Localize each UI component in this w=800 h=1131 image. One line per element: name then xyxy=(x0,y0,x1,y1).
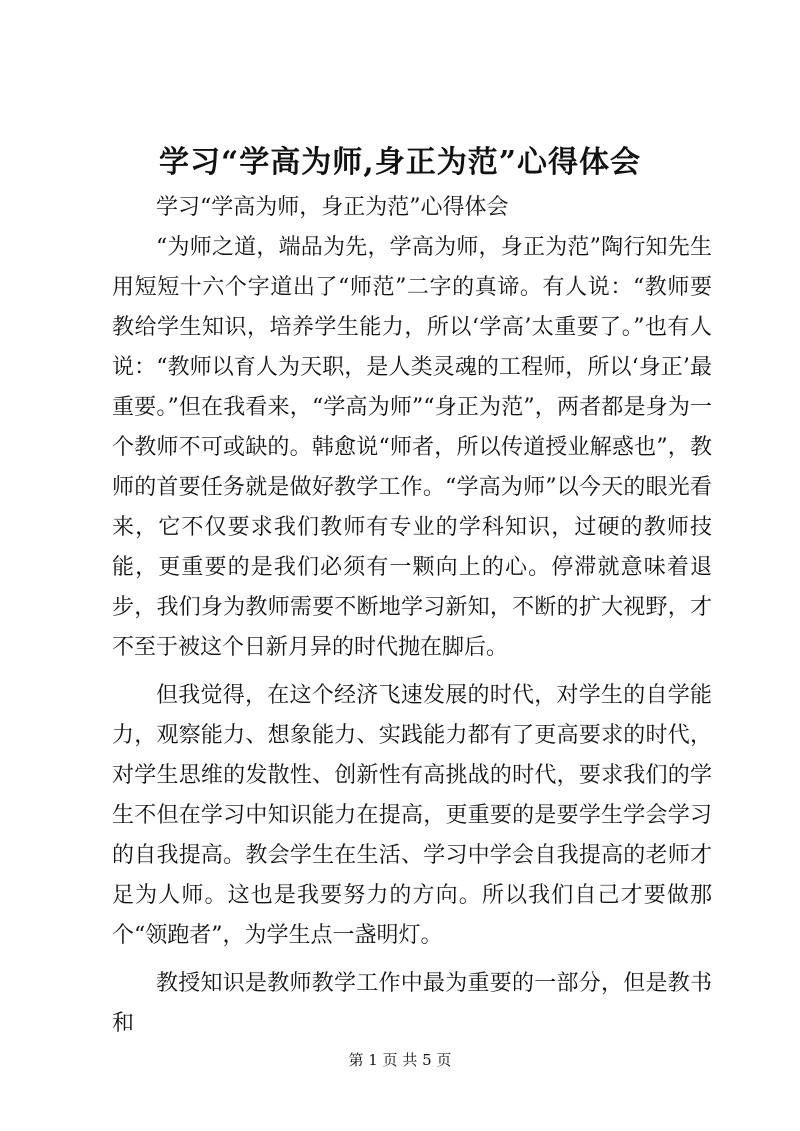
document-subtitle: 学习“学高为师，身正为范”心得体会 xyxy=(156,195,509,220)
page-number-footer: 第 1 页 共 5 页 xyxy=(348,1051,452,1069)
document-body xyxy=(112,188,712,1052)
document-title: 学习“学高为师,身正为范”心得体会 xyxy=(159,145,641,180)
paragraph: “为师之道，端品为先，学高为师，身正为范”陶行知先生用短短十六个字道出了“师范”二字的真谛。有人说：“教师要教给学生知识，培养学生能力，所以‘学高’太重要了。”也有人说：“教师以育人为天职，是人类灵魂的工程师，所以‘身正’最重要。”但在我看来，“学高为师”“身正为范”，两者都是身为一个教师不可或缺的。韩愈说“师者，所以传道授业解惑也”，教师的首要任务就是做好教学工作。“学高为师”以今天的眼光看来，它不仅要求我们教师有专业的学科知识，过硬的教师技能，更重要的是我们必须有一颗向上的心。停滞就意味着退步，我们身为教师需要不断地学习新知，不断的扩大视野，才不至于被这个日新月异的时代抛在脚后。 xyxy=(112,235,712,660)
paragraph: 但我觉得，在这个经济飞速发展的时代，对学生的自学能力，观察能力、想象能力、实践能力都有了更高要求的时代，对学生思维的发散性、创新性有高挑战的时代，要求我们的学生不但在学习中知识能力在提高，更重要的是要学生学会学习的自我提高。教会学生在生活、学习中学会自我提高的老师才足为人师。这也是我要努力的方向。所以我们自己才要做那个“领跑者”，为学生点一盏明灯。 xyxy=(112,683,712,948)
paragraph: 教授知识是教师教学工作中最为重要的一部分，但是教书和 xyxy=(112,971,712,1036)
